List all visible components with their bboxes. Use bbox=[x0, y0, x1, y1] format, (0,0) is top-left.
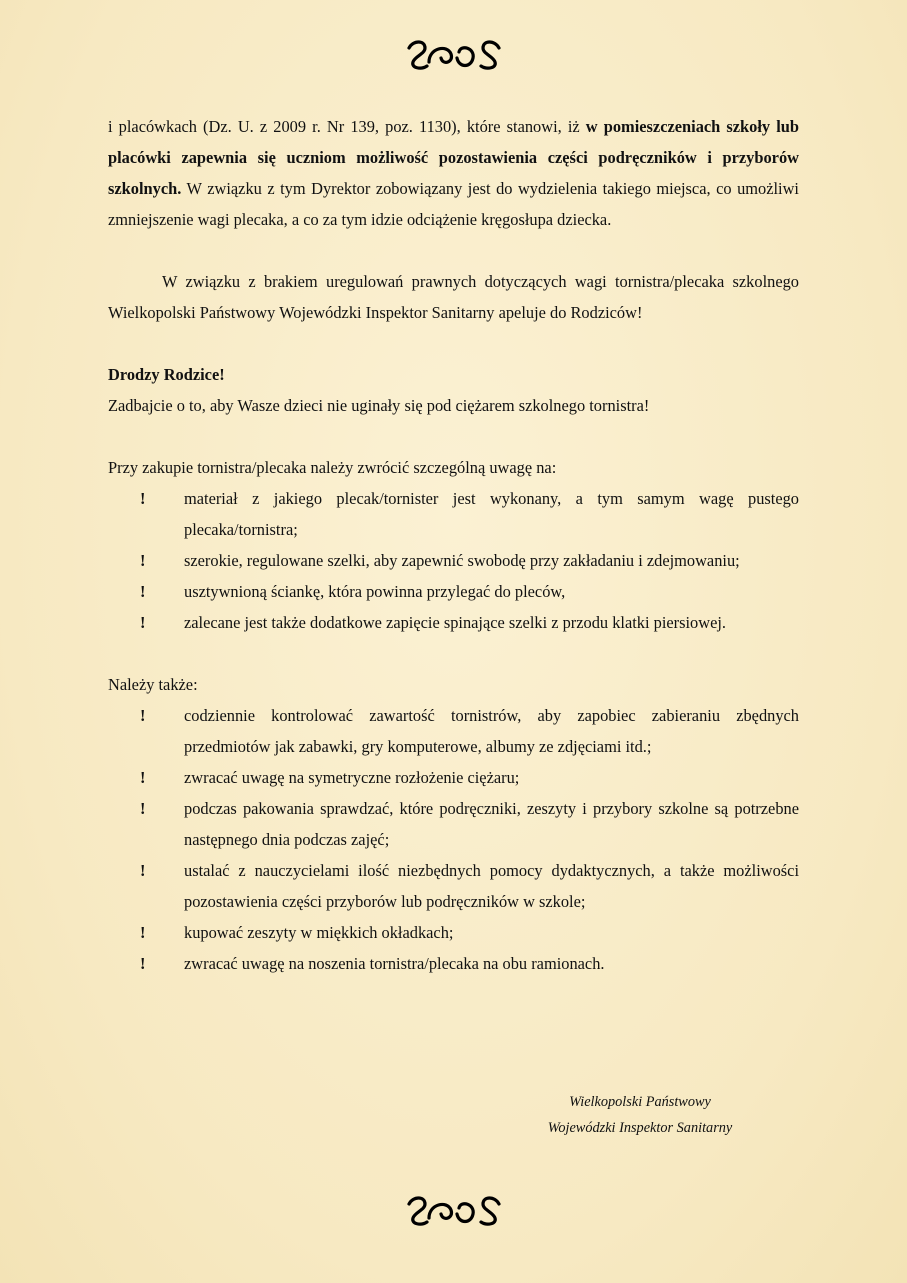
purchase-checklist bbox=[108, 483, 799, 638]
greeting-heading: Drodzy Rodzice! bbox=[108, 365, 225, 384]
list-item: ! szerokie, regulowane szelki, aby zapewnić swobodę przy zakładaniu i zdejmowaniu; bbox=[108, 545, 799, 576]
director-text: W związku z tym Dyrektor zobowiązany jest do wydzielenia takiego miejsca, co umożliwi zmniejszenie wagi plecaka, a co za tym idzie odciążenie kręgosłupa dziecka. bbox=[108, 179, 799, 229]
top-ornament-icon bbox=[0, 34, 907, 74]
signature-line-1: Wielkopolski Państwowy bbox=[569, 1094, 711, 1110]
list-item: ! podczas pakowania sprawdzać, które podręczniki, zeszyty i przybory szkolne są potrzebne następnego dnia podczas zajęć; bbox=[108, 793, 799, 855]
appeal-text: Zadbajcie o to, aby Wasze dzieci nie uginały się pod ciężarem szkolnego tornistra! bbox=[108, 396, 650, 415]
exclamation-bullet-icon: ! bbox=[140, 706, 146, 725]
list-item: ! usztywnioną ściankę, która powinna przylegać do pleców, bbox=[108, 576, 799, 607]
exclamation-bullet-icon: ! bbox=[140, 489, 146, 508]
regulation-bold-text: w pomieszczeniach szkoły lub placówki zapewnia się uczniom możliwość pozostawienia części podręczników i przyborów szkolnych. bbox=[108, 117, 799, 198]
exclamation-bullet-icon: ! bbox=[140, 923, 146, 942]
bottom-ornament-icon bbox=[0, 1190, 907, 1230]
exclamation-bullet-icon: ! bbox=[140, 551, 146, 570]
exclamation-bullet-icon: ! bbox=[140, 861, 146, 880]
exclamation-bullet-icon: ! bbox=[140, 799, 146, 818]
exclamation-bullet-icon: ! bbox=[140, 582, 146, 601]
signature-line-2: Wojewódzki Inspektor Sanitarny bbox=[547, 1120, 733, 1136]
list-item: ! zalecane jest także dodatkowe zapięcie spinające szelki z przodu klatki piersiowej. bbox=[108, 607, 799, 638]
signature-block bbox=[480, 1089, 800, 1141]
list-item: ! codziennie kontrolować zawartość tornistrów, aby zapobiec zabieraniu zbędnych przedmiotów jak zabawki, gry komputerowe, albumy ze zdjęciami itd.; bbox=[108, 700, 799, 762]
exclamation-bullet-icon: ! bbox=[140, 768, 146, 787]
paragraph-regulation bbox=[108, 111, 799, 235]
exclamation-bullet-icon: ! bbox=[140, 613, 146, 632]
paragraph-appeal-intro: W związku z brakiem uregulowań prawnych dotyczących wagi tornistra/plecaka szkolnego Wielkopolski Państwowy Wojewódzki Inspektor Sanitarny apeluje do Rodziców! bbox=[108, 272, 799, 322]
letter-body bbox=[108, 111, 799, 979]
exclamation-bullet-icon: ! bbox=[140, 954, 146, 973]
additional-checklist bbox=[108, 700, 799, 979]
regulation-text: i placówkach (Dz. U. z 2009 r. Nr 139, poz. 1130), które stanowi, iż bbox=[108, 117, 586, 136]
list-item: ! materiał z jakiego plecak/tornister jest wykonany, a tym samym wagę pustego plecaka/tornistra; bbox=[108, 483, 799, 545]
list-item: ! zwracać uwagę na noszenia tornistra/plecaka na obu ramionach. bbox=[108, 948, 799, 979]
purchase-list-intro: Przy zakupie tornistra/plecaka należy zwrócić szczególną uwagę na: bbox=[108, 458, 557, 477]
list-item: ! ustalać z nauczycielami ilość niezbędnych pomocy dydaktycznych, a także możliwości pozostawienia części przyborów lub podręczników w szkole; bbox=[108, 855, 799, 917]
list-item: ! zwracać uwagę na symetryczne rozłożenie ciężaru; bbox=[108, 762, 799, 793]
list-item: ! kupować zeszyty w miękkich okładkach; bbox=[108, 917, 799, 948]
additional-list-intro: Należy także: bbox=[108, 675, 198, 694]
